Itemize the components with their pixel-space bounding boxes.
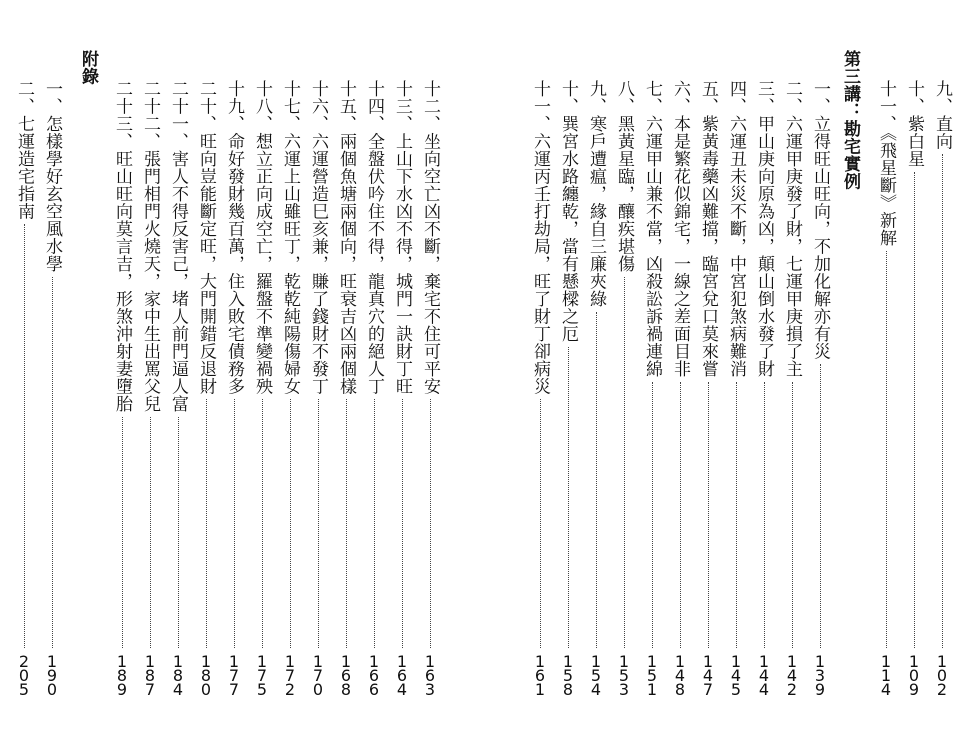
page-number: 1 7 5 [256, 652, 268, 699]
page-number: 1 4 5 [730, 652, 742, 699]
toc-entry-title: 十九、命好發財幾百萬，住入敗宅債務多 [224, 80, 244, 395]
dot-leader [624, 277, 625, 649]
toc-entry-title: 十五、兩個魚塘兩個向，旺衰吉凶兩個樣 [336, 80, 356, 395]
page-number: 1 6 8 [340, 652, 352, 699]
dot-leader [374, 399, 375, 648]
page-number: 1 7 0 [312, 652, 324, 699]
toc-entry[interactable] [194, 80, 218, 699]
toc-entry[interactable] [250, 80, 274, 699]
toc-entry[interactable] [930, 80, 954, 699]
toc-entry[interactable] [334, 80, 358, 699]
toc-entry[interactable] [138, 80, 162, 699]
dot-leader [178, 417, 179, 649]
dot-leader [206, 399, 207, 648]
page-number: 1 5 3 [618, 652, 630, 699]
toc-entry[interactable] [306, 80, 330, 699]
page-number: 2 0 5 [18, 652, 30, 699]
dot-leader [346, 399, 347, 648]
dot-leader [914, 172, 915, 649]
toc-entry[interactable] [362, 80, 386, 699]
dot-leader [820, 364, 821, 648]
toc-entry-title: 八、黑黃星臨，釀疾堪傷 [614, 80, 634, 273]
toc-entry[interactable] [874, 80, 898, 699]
page-number: 1 7 7 [228, 652, 240, 699]
dot-leader [150, 417, 151, 649]
toc-entry-title: 二、七運造宅指南 [14, 80, 34, 220]
toc-entry-title: 十一、六運丙壬打劫局，旺了財丁卻病災 [530, 80, 550, 395]
page-number: 1 6 6 [368, 652, 380, 699]
toc-entry[interactable] [612, 80, 636, 699]
toc-entry[interactable] [902, 80, 926, 699]
toc-entry[interactable] [528, 80, 552, 699]
toc-entry[interactable] [166, 80, 190, 699]
toc-entry[interactable] [696, 80, 720, 699]
dot-leader [540, 399, 541, 648]
page-number: 1 5 4 [590, 652, 602, 699]
dot-leader [262, 399, 263, 648]
dot-leader [708, 382, 709, 649]
page-number: 1 9 0 [46, 652, 58, 699]
page-number: 1 4 2 [786, 652, 798, 699]
toc-entry-title: 二十三、旺山旺向莫言吉，形煞沖射妻墮胎 [112, 80, 132, 413]
toc-entry[interactable] [780, 80, 804, 699]
dot-leader [680, 382, 681, 649]
page-number: 1 6 4 [396, 652, 408, 699]
toc-entry-title: 三、甲山庚向原為凶，顛山倒水發了財 [754, 80, 774, 378]
dot-leader [430, 399, 431, 648]
page-number: 1 8 7 [144, 652, 156, 699]
toc-entry[interactable] [668, 80, 692, 699]
toc-entry-title: 十三、上山下水凶不得，城門一訣財丁旺 [392, 80, 412, 395]
toc-entry-title: 二十、旺向豈能斷定旺，大門開錯反退財 [196, 80, 216, 395]
toc-entry-title: 二十一、害人不得反害己，堵人前門逼人富 [168, 80, 188, 413]
page-number: 1 5 8 [562, 652, 574, 699]
dot-leader [652, 382, 653, 649]
toc-entry-title: 七、六運甲山兼不當，凶殺訟訴禍連綿 [642, 80, 662, 378]
toc-entry[interactable] [390, 80, 414, 699]
toc-entry[interactable] [584, 80, 608, 699]
toc-entry-title: 一、怎樣學好玄空風水學 [42, 80, 62, 273]
dot-leader [52, 277, 53, 649]
toc-entry-title: 六、本是繁花似錦宅，一線之差面目非 [670, 80, 690, 378]
section-heading [838, 50, 862, 200]
toc-entry[interactable] [278, 80, 302, 699]
dot-leader [290, 399, 291, 648]
toc-entry-title: 二、六運甲庚發了財，七運甲庚損了主 [782, 80, 802, 378]
dot-leader [234, 399, 235, 648]
page-number: 1 1 4 [880, 652, 892, 699]
appendix-heading [76, 50, 100, 200]
toc-entry[interactable] [724, 80, 748, 699]
dot-leader [736, 382, 737, 649]
dot-leader [596, 312, 597, 649]
toc-entry[interactable] [110, 80, 134, 699]
dot-leader [568, 347, 569, 649]
page-number: 1 8 9 [116, 652, 128, 699]
page-number: 1 4 4 [758, 652, 770, 699]
page-number: 1 0 9 [908, 652, 920, 699]
page-number: 1 6 3 [424, 652, 436, 699]
dot-leader [318, 399, 319, 648]
dot-leader [122, 417, 123, 649]
dot-leader [886, 251, 887, 649]
toc-entry-title: 十、巽宮水路纏乾，當有懸樑之厄 [558, 80, 578, 343]
toc-entry[interactable] [556, 80, 580, 699]
toc-entry[interactable] [40, 80, 64, 699]
toc-entry-title: 五、紫黃毒藥凶難擋，臨宮兌口莫來嘗 [698, 80, 718, 378]
page-number: 1 0 2 [936, 652, 948, 699]
toc-entry-title: 二十二、張門相門火燒天，家中生出罵父兒 [140, 80, 160, 413]
toc-entry[interactable] [752, 80, 776, 699]
dot-leader [792, 382, 793, 649]
dot-leader [402, 399, 403, 648]
toc-entry-title: 十四、全盤伏吟住不得，龍真穴的絕人丁 [364, 80, 384, 395]
toc-entry[interactable] [640, 80, 664, 699]
dot-leader [764, 382, 765, 649]
toc-entry-title: 十八、想立正向成空亡，羅盤不準變禍殃 [252, 80, 272, 395]
appendix-heading-text: 附錄 [78, 50, 98, 85]
toc-entry-title: 四、六運丑未災不斷，中宮犯煞病難消 [726, 80, 746, 378]
toc-entry[interactable] [808, 80, 832, 699]
page-number: 1 4 8 [674, 652, 686, 699]
page-number: 1 8 0 [200, 652, 212, 699]
page-number: 1 8 4 [172, 652, 184, 699]
page-number: 1 7 2 [284, 652, 296, 699]
page-number: 1 4 7 [702, 652, 714, 699]
page-number: 1 5 1 [646, 652, 658, 699]
toc-entry-title: 十六、六運營造巳亥兼，賺了錢財不發丁 [308, 80, 328, 395]
dot-leader [24, 224, 25, 648]
toc-entry-title: 九、寒戶遭瘟，緣自三廉夾綠 [586, 80, 606, 308]
toc-entry[interactable] [12, 80, 36, 699]
toc-entry-title: 十一、《飛星斷》新解 [876, 80, 896, 247]
toc-entry-title: 十二、坐向空亡凶不斷，棄宅不住可平安 [420, 80, 440, 395]
page-number: 1 6 1 [534, 652, 546, 699]
toc-entry-title: 九、直向 [932, 80, 952, 150]
toc-entry-title: 一、立得旺山旺向，不加化解亦有災 [810, 80, 830, 360]
section-heading-text: 第三講：勘宅實例 [840, 50, 860, 190]
dot-leader [942, 154, 943, 648]
toc-entry[interactable] [418, 80, 442, 699]
page-number: 1 3 9 [814, 652, 826, 699]
toc-entry-title: 十、紫白星 [904, 80, 924, 168]
toc-entry[interactable] [222, 80, 246, 699]
toc-entry-title: 十七、六運上山雖旺丁，乾乾純陽傷婦女 [280, 80, 300, 395]
